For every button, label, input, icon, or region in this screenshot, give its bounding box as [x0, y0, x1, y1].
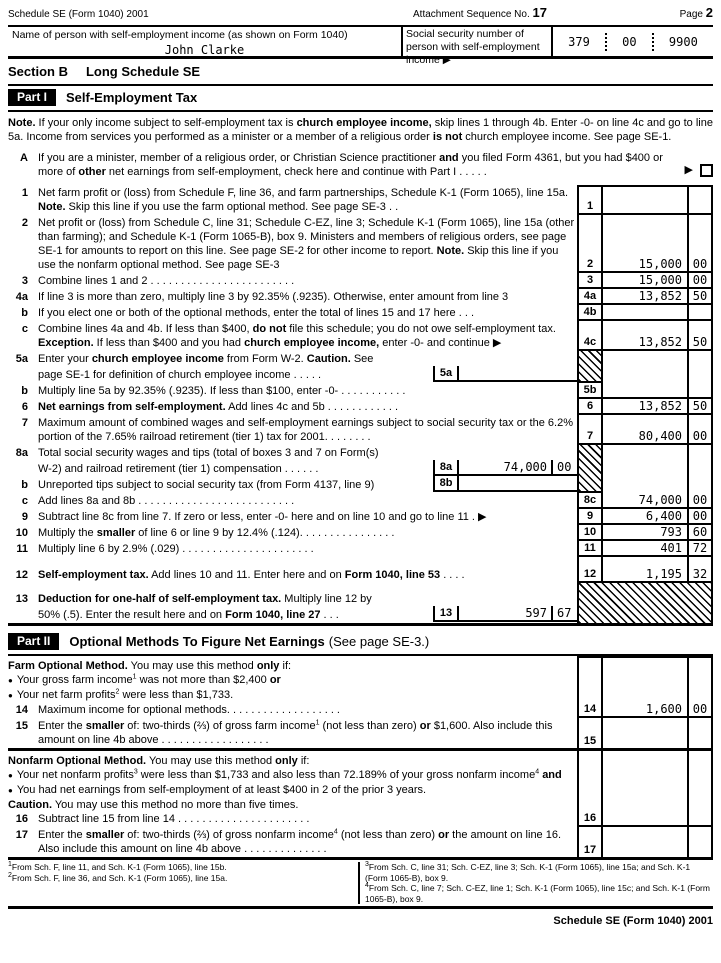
line-16-cents[interactable] [687, 751, 713, 827]
caution-text: Caution. You may use this method no more than five times. [8, 799, 299, 811]
line-17-cents[interactable] [687, 827, 713, 857]
line-6-row: 6 Net earnings from self-employment. Add lines 4c and 5b . . . . . . . . . . . . 6 13,852 50 [8, 399, 713, 415]
line-a-text: If you are a minister, member of a religious order, or Christian Science practitioner and you filed Form 4361, but you had $400 or more of other net earnings from self-employment, check here and continue with Part I . . . . . [38, 152, 663, 178]
line-1-cents[interactable] [687, 185, 713, 215]
bullet-icon: ● [8, 771, 13, 780]
line-4b-amount[interactable] [603, 305, 687, 321]
line-14-text: Maximum income for optional methods. . . . . . . . . . . . . . . . . . . [38, 704, 340, 716]
line-16-amount[interactable] [603, 751, 687, 827]
line-16-box-number: 16 [577, 751, 603, 827]
line-6-amount[interactable]: 13,852 [603, 399, 687, 415]
line-7-amount[interactable]: 80,400 [603, 415, 687, 445]
line-10-amount[interactable]: 793 [603, 525, 687, 541]
line-13-text: Deduction for one-half of self-employment tax. Multiply line 12 by 50% (.5). Enter the result here and on Form 1040, line 27 . . . 13 597 67 [38, 592, 577, 622]
line-3-text: Combine lines 1 and 2 . . . . . . . . . . . . . . . . . . . . . . . . [38, 275, 295, 287]
line-12-cents[interactable]: 32 [687, 557, 713, 583]
line-2-row: 2 Net profit or (loss) from Schedule C, line 31; Schedule C-EZ, line 3; Schedule K-1 (Form 1065), line 15a (other than farming); and Schedule K-1 (Form 1065-B), box 9. Ministers and members of religious orders, see page SE-1 for amounts to report on this line. See page SE-2 for other income to report. Note. Skip this line if you use the nonfarm optional method. See page SE-3 2 15,000 00 [8, 215, 713, 273]
line-14-amount[interactable]: 1,600 [603, 656, 687, 718]
part2-nonfarm-grid [8, 751, 713, 860]
line-8b-entry-box: 8b [433, 476, 577, 492]
ssn-separator [652, 33, 654, 51]
attachment-sequence: Attachment Sequence No. 17 [413, 5, 547, 20]
line-4b-box-number: 4b [577, 305, 603, 321]
bullet-icon: ● [8, 691, 13, 700]
line-a-checkbox[interactable] [700, 164, 713, 177]
line-7-cents[interactable]: 00 [687, 415, 713, 445]
part2-header: Part II Optional Methods To Figure Net Earnings (See page SE-3.) [8, 630, 713, 656]
line-8c-box-number: 8c [577, 493, 603, 509]
line-2-cents[interactable]: 00 [687, 215, 713, 273]
note-paragraph: Note. If your only income subject to self-employment tax is church employee income, skip lines 1 through 4b. Enter -0- on line 4c and go to line 5a. Income from services you performed as a minister or a member of a religious order is not church employee income. See page SE-1. [8, 117, 713, 143]
line-3-cents[interactable]: 00 [687, 273, 713, 289]
line-13-entry-box: 13 597 67 [433, 606, 577, 622]
line-14-box-number: 14 [577, 656, 603, 718]
line-8a-cents[interactable]: 00 [551, 460, 577, 474]
page-header [8, 4, 713, 25]
nonfarm-method-row: Nonfarm Optional Method. You may use this method only if: ● Your net nonfarm profits$^3$ were less than $1,733 and also less than 72.189% of your gross nonfarm income$^4$ and ● You had net earnings from self-employment of at least $400 in 2 of the prior 3 years. Caution. You may use this method no more than five times. 16 Subtract line 15 from line 14 . . . . . . . . . . . . . . . . . . . . . . 16 [8, 751, 713, 827]
line-8ab-text: Total social security wages and tips (total of boxes 3 and 7 on Form(s) W-2) and railroad retirement (tier 1) compensation . . . . . . 8a 74,000 00 b Unreported tips subject to social security tax (from Form 4137, line 9) 8b [38, 446, 577, 492]
line-11-row: 11 Multiply line 6 by 2.9% (.029) . . . . . . . . . . . . . . . . . . . . . . 11 401 72 [8, 541, 713, 557]
line-15-cents[interactable] [687, 718, 713, 748]
nonfarm-bullet-2: ● You had net earnings from self-employment of at least $400 in 2 of the prior 3 years. [8, 784, 427, 796]
attachment-number: 17 [532, 5, 547, 20]
line-4c-text: Combine lines 4a and 4b. If less than $400, do not file this schedule; you do not owe self-employment tax. Exception. If less than $400 and you had church employee income, enter -0- and continue ▶ [38, 323, 556, 349]
line-9-amount[interactable]: 6,400 [603, 509, 687, 525]
line-9-cents[interactable]: 00 [687, 509, 713, 525]
ssn-area[interactable]: 379 [568, 34, 590, 49]
line-15-amount[interactable] [603, 718, 687, 748]
line-13-row: 13 Deduction for one-half of self-employment tax. Multiply line 12 by 50% (.5). Enter the result here and on Form 1040, line 27 . . . 13 597 67 [8, 583, 713, 623]
line-15-box-number: 15 [577, 718, 603, 748]
line-4c-cents[interactable]: 50 [687, 321, 713, 351]
farm-method-row: Farm Optional Method. You may use this method only if: ● Your gross farm income$^1$ was not more than $2,400 or ● Your net farm profits$^2$ were less than $1,733. 14 Maximum income for optional methods. . . . . . . . . . . . . . . . . . . 14 1,600 00 [8, 656, 713, 718]
ssn-group[interactable]: 00 [622, 34, 637, 49]
taxpayer-info-box [8, 25, 713, 66]
line-17-box-number: 17 [577, 827, 603, 857]
line-17-row: 17 Enter the smaller of: two-thirds (⅔) of gross nonfarm income$^4$ (not less than zero) or the amount on line 16. Also include this amount on line 4b above . . . . . . . . . . . . . . 17 [8, 827, 713, 857]
line-5a-entry-box: 5a [433, 366, 577, 382]
line-15-text: Enter the smaller of: two-thirds (⅔) of gross farm income$^1$ (not less than zero) or $1,600. Also include this amount on line 4b above . . . . . . . . . . . . . . . . . . [38, 719, 553, 746]
line-10-row: 10 Multiply the smaller of line 6 or line 9 by 12.4% (.124). . . . . . . . . . . . . . . . 10 793 60 [8, 525, 713, 541]
part1-badge: Part I [8, 89, 56, 106]
part2-badge: Part II [8, 633, 59, 650]
line-4b-text: If you elect one or both of the optional methods, enter the total of lines 15 and 17 here . . . [38, 307, 475, 319]
line-12-amount[interactable]: 1,195 [603, 557, 687, 583]
line-17-text: Enter the smaller of: two-thirds (⅔) of gross nonfarm income$^4$ (not less than zero) or the amount on line 16. Also include this amount on line 4b above . . . . . . . . . . . . . . [38, 828, 562, 855]
arrow-right-icon: ▶ [684, 164, 693, 176]
line-8c-text: Add lines 8a and 8b . . . . . . . . . . . . . . . . . . . . . . . . . . [38, 495, 295, 507]
line-3-box-number: 3 [577, 273, 603, 289]
farm-bullet-1: ● Your gross farm income$^1$ was not more than $2,400 or [8, 673, 281, 686]
line-6-text: Net earnings from self-employment. Add lines 4c and 5b . . . . . . . . . . . . [38, 401, 399, 413]
line-5b-cents[interactable] [687, 383, 713, 399]
footnote-3: $^3$From Sch. C, line 31; Sch. C-EZ, line 3; Sch. K-1 (Form 1065), line 15a; and Sch. K-1 (Form 1065-B), box 9. [365, 861, 691, 883]
part1-title: Self-Employment Tax [66, 89, 198, 105]
line-4c-box-number: 4c [577, 321, 603, 351]
line-8c-cents[interactable]: 00 [687, 493, 713, 509]
line-13-shaded-band [577, 583, 713, 623]
line-5b-row: b Multiply line 5a by 92.35% (.9235). If less than $100, enter -0- . . . . . . . . . . . 5b [8, 383, 713, 399]
line-1-text: Net farm profit or (loss) from Schedule F, line 36, and farm partnerships, Schedule K-1 (Form 1065), line 15a. Note. Skip this line if you use the farm optional method. See page SE-3 . . [38, 187, 569, 213]
line-5a-text: Enter your church employee income from Form W-2. Caution. See page SE-1 for definition of church employee income . . . . . 5a [38, 352, 577, 382]
name-label: Name of person with self-employment income (as shown on Form 1040) [12, 29, 348, 41]
line-13-cents[interactable]: 67 [551, 606, 577, 620]
line-2-amount[interactable]: 15,000 [603, 215, 687, 273]
line-11-amount[interactable]: 401 [603, 541, 687, 557]
line-4c-amount[interactable]: 13,852 [603, 321, 687, 351]
ssn-field[interactable] [553, 27, 713, 56]
ssn-serial[interactable]: 9900 [668, 34, 698, 49]
bullet-icon: ● [8, 786, 13, 795]
part1-grid [8, 185, 713, 626]
line-8ab-row: 8a Total social security wages and tips (total of boxes 3 and 7 on Form(s) W-2) and railroad retirement (tier 1) compensation . . . . . . 8a 74,000 00 b Unreported tips subject to social security tax (from Form 4137, line 9) 8b [8, 445, 713, 493]
line-5a-shaded-cell [577, 351, 603, 383]
line-9-box-number: 9 [577, 509, 603, 525]
line-6-cents[interactable]: 50 [687, 399, 713, 415]
line-14-cents[interactable]: 00 [687, 656, 713, 718]
line-4a-row: 4a If line 3 is more than zero, multiply line 3 by 92.35% (.9235). Otherwise, enter amount from line 3 4a 13,852 50 [8, 289, 713, 305]
line-7-text: Maximum amount of combined wages and self-employment earnings subject to social security tax or the 6.2% portion of the 7.65% railroad retirement (tier 1) tax for 2001. . . . . . . . [38, 417, 573, 443]
line-8a-amount[interactable]: 74,000 [503, 460, 547, 474]
line-1-row: 1 Net farm profit or (loss) from Schedule F, line 36, and farm partnerships, Schedule K-1 (Form 1065), line 15a. Note. Skip this line if you use the farm optional method. See page SE-3 . . 1 [8, 185, 713, 215]
form-id: Schedule SE (Form 1040) 2001 [8, 9, 149, 20]
ssn-separator [605, 33, 607, 51]
part2-title: Optional Methods To Figure Net Earnings [69, 633, 325, 649]
line-3-amount[interactable]: 15,000 [603, 273, 687, 289]
line-13-amount[interactable]: 597 [525, 606, 547, 620]
line-9-row: 9 Subtract line 8c from line 7. If zero or less, enter -0- here and on line 10 and go to line 11 . ▶ 9 6,400 00 [8, 509, 713, 525]
line-2-box-number: 2 [577, 215, 603, 273]
page-number: Page 2 [679, 5, 713, 20]
line-4a-box-number: 4a [577, 289, 603, 305]
line-a-row [8, 149, 713, 185]
footnote-4: $^4$From Sch. C, line 7; Sch. C-EZ, line 1; Sch. K-1 (Form 1065), line 15c; and Sch. K-1 (Form 1065-B), box 9. [365, 882, 710, 904]
line-8ab-shaded-cell [577, 445, 603, 493]
line-12-text: Self-employment tax. Add lines 10 and 11. Enter here and on Form 1040, line 53 . . . . [38, 569, 465, 581]
nonfarm-method-heading: Nonfarm Optional Method. You may use this method only if: [8, 755, 310, 767]
nonfarm-bullet-1: ● Your net nonfarm profits$^3$ were less than $1,733 and also less than 72.189% of your gross nonfarm income$^4$ and [8, 768, 562, 781]
line-4c-row: c Combine lines 4a and 4b. If less than $400, do not file this schedule; you do not owe self-employment tax. Exception. If less than $400 and you had church employee income, enter -0- and continue ▶ 4c 13,852 50 [8, 321, 713, 351]
line-4a-cents[interactable]: 50 [687, 289, 713, 305]
line-17-amount[interactable] [603, 827, 687, 857]
line-5b-text: Multiply line 5a by 92.35% (.9235). If less than $100, enter -0- . . . . . . . . . . . [38, 385, 406, 397]
line-1-amount[interactable] [603, 185, 687, 215]
line-a-number: A [20, 152, 28, 164]
line-5b-box-number: 5b [577, 383, 603, 399]
line-10-box-number: 10 [577, 525, 603, 541]
line-1-box-number: 1 [577, 185, 603, 215]
line-4b-cents[interactable] [687, 305, 713, 321]
line-5b-amount[interactable] [603, 383, 687, 399]
line-10-cents[interactable]: 60 [687, 525, 713, 541]
line-16-text: Subtract line 15 from line 14 . . . . . . . . . . . . . . . . . . . . . . [38, 813, 310, 825]
line-8a-entry-box: 8a 74,000 00 [433, 460, 577, 476]
name-field[interactable]: John Clarke [164, 43, 245, 57]
line-15-row: 15 Enter the smaller of: two-thirds (⅔) of gross farm income$^1$ (not less than zero) or $1,600. Also include this amount on line 4b above . . . . . . . . . . . . . . . . . . 15 [8, 718, 713, 748]
part1-header [8, 84, 713, 112]
line-12-box-number: 12 [577, 557, 603, 583]
form-footer: Schedule SE (Form 1040) 2001 [553, 915, 713, 927]
line-11-cents[interactable]: 72 [687, 541, 713, 557]
line-11-text: Multiply line 6 by 2.9% (.029) . . . . . . . . . . . . . . . . . . . . . . [38, 543, 314, 555]
name-cell [8, 27, 401, 56]
line-9-text: Subtract line 8c from line 7. If zero or less, enter -0- here and on line 10 and go to line 11 . ▶ [38, 511, 487, 523]
line-4b-row: b If you elect one or both of the optional methods, enter the total of lines 15 and 17 here . . . 4b [8, 305, 713, 321]
line-8c-row: c Add lines 8a and 8b . . . . . . . . . . . . . . . . . . . . . . . . . . 8c 74,000 00 [8, 493, 713, 509]
line-12-row: 12 Self-employment tax. Add lines 10 and 11. Enter here and on Form 1040, line 53 . . . . 12 1,195 32 [8, 557, 713, 583]
farm-method-heading: Farm Optional Method. You may use this method only if: [8, 660, 292, 672]
line-3-row: 3 Combine lines 1 and 2 . . . . . . . . . . . . . . . . . . . . . . . . 3 15,000 00 [8, 273, 713, 289]
footnote-1: $^1$From Sch. F, line 11, and Sch. K-1 (Form 1065), line 15b. [8, 861, 227, 872]
line-7-box-number: 7 [577, 415, 603, 445]
part2-farm-grid [8, 656, 713, 751]
section-b-title: Section B Long Schedule SE [8, 64, 201, 79]
line-11-box-number: 11 [577, 541, 603, 557]
footnote-2: $^2$From Sch. F, line 36, and Sch. K-1 (Form 1065), line 15a. [8, 871, 228, 883]
line-4a-amount[interactable]: 13,852 [603, 289, 687, 305]
line-2-text: Net profit or (loss) from Schedule C, line 31; Schedule C-EZ, line 3; Schedule K-1 (Form 1065), line 15a (other than farming); and Schedule K-1 (Form 1065-B), box 9. Ministers and members of religious orders, see page SE-1 for amounts to report on this line. See page SE-2 for other income to report. Note. Skip this line if you use the nonfarm optional method. See page SE-3 [38, 217, 575, 271]
line-10-text: Multiply the smaller of line 6 or line 9 by 12.4% (.124). . . . . . . . . . . . . . . . [38, 527, 395, 539]
bullet-icon: ● [8, 676, 13, 685]
farm-bullet-2: ● Your net farm profits$^2$ were less than $1,733. [8, 688, 234, 701]
line-8c-amount[interactable]: 74,000 [603, 493, 687, 509]
line-4a-text: If line 3 is more than zero, multiply line 3 by 92.35% (.9235). Otherwise, enter amount from line 3 [38, 291, 509, 303]
footnotes [8, 860, 713, 909]
ssn-label: Social security number of person with self-employment income ▶ [401, 27, 553, 56]
line-6-box-number: 6 [577, 399, 603, 415]
line-7-row: 7 Maximum amount of combined wages and self-employment earnings subject to social security tax or the 6.2% portion of the 7.65% railroad retirement (tier 1) tax for 2001. . . . . . . . 7 80,400 00 [8, 415, 713, 445]
line-5a-row: 5a Enter your church employee income from Form W-2. Caution. See page SE-1 for definition of church employee income . . . . . 5a [8, 351, 713, 383]
